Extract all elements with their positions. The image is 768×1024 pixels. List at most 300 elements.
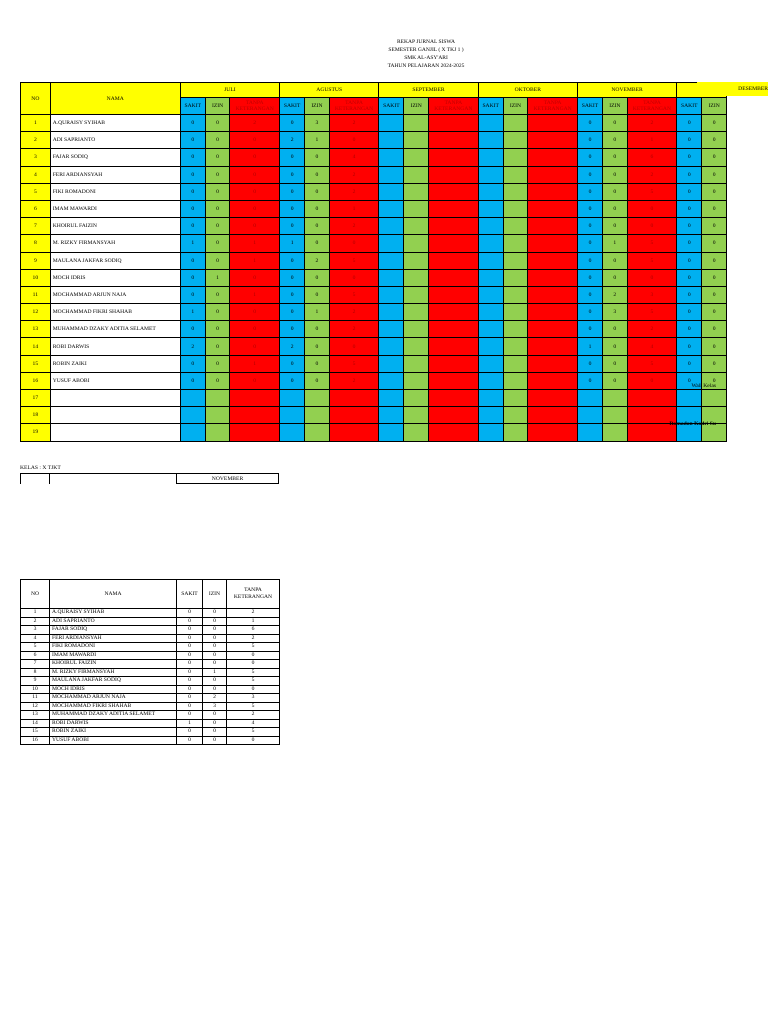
- tanpa-keterangan-cell: 0: [230, 149, 280, 166]
- summary-sakit: 0: [177, 711, 203, 720]
- sakit-cell: [379, 252, 404, 269]
- summary-row: [21, 609, 280, 618]
- tanpa-keterangan-cell: [528, 407, 578, 424]
- row-no: 19: [21, 424, 51, 441]
- summary-no: 4: [21, 634, 50, 643]
- izin-cell: [503, 252, 528, 269]
- izin-cell: [404, 218, 429, 235]
- summary-header-sakit: SAKIT: [177, 580, 203, 609]
- sakit-cell: [180, 407, 205, 424]
- tanpa-keterangan-cell: 0: [230, 166, 280, 183]
- summary-sakit: 1: [177, 719, 203, 728]
- izin-cell: [702, 390, 727, 407]
- tanpa-keterangan-cell: [230, 390, 280, 407]
- izin-header: IZIN: [404, 98, 429, 115]
- summary-header-izin: IZIN: [203, 580, 227, 609]
- sakit-cell: 1: [577, 338, 602, 355]
- sakit-cell: 0: [577, 372, 602, 389]
- izin-cell: 0: [603, 252, 628, 269]
- summary-izin: 0: [203, 643, 227, 652]
- izin-cell: [404, 235, 429, 252]
- summary-sakit: 0: [177, 660, 203, 669]
- sakit-cell: 0: [677, 132, 702, 149]
- tanpa-keterangan-cell: [329, 424, 379, 441]
- izin-cell: 0: [205, 355, 230, 372]
- tanpa-keterangan-cell: 4: [627, 338, 677, 355]
- summary-tanpa: 5: [227, 643, 280, 652]
- sakit-cell: 0: [677, 321, 702, 338]
- row-no: 16: [21, 372, 51, 389]
- table-row: [21, 218, 727, 235]
- summary-izin: 0: [203, 711, 227, 720]
- izin-cell: [205, 390, 230, 407]
- summary-no: 8: [21, 668, 50, 677]
- izin-cell: [503, 235, 528, 252]
- tanpa-keterangan-cell: [528, 355, 578, 372]
- summary-tanpa: 5: [227, 702, 280, 711]
- izin-cell: 0: [305, 372, 330, 389]
- tanpa-keterangan-cell: [528, 390, 578, 407]
- tanpa-keterangan-cell: 2: [329, 183, 379, 200]
- sakit-cell: 0: [577, 166, 602, 183]
- summary-header-tanpa: TANPA KETERANGAN: [227, 580, 280, 609]
- summary-header-no: NO: [21, 580, 50, 609]
- tanpa-keterangan-cell: 0: [230, 304, 280, 321]
- tanpa-keterangan-cell: [428, 321, 478, 338]
- sakit-cell: 0: [577, 218, 602, 235]
- sakit-cell: [478, 183, 503, 200]
- sakit-cell: 0: [677, 355, 702, 372]
- tanpa-keterangan-cell: 1: [627, 132, 677, 149]
- summary-row: [21, 626, 280, 635]
- tanpa-keterangan-cell: [528, 286, 578, 303]
- tanpa-keterangan-cell: [528, 235, 578, 252]
- izin-cell: [404, 321, 429, 338]
- summary-no: 3: [21, 626, 50, 635]
- izin-cell: [503, 149, 528, 166]
- izin-cell: [305, 424, 330, 441]
- table-row: [21, 355, 727, 372]
- table-row: [21, 338, 727, 355]
- sakit-cell: 0: [577, 286, 602, 303]
- row-no: 3: [21, 149, 51, 166]
- tanpa-keterangan-cell: 0: [627, 200, 677, 217]
- summary-name: IMAM MAWARDI: [50, 651, 177, 660]
- tanpa-keterangan-cell: 0: [329, 338, 379, 355]
- wali-kelas-label: Wali Kelas: [691, 383, 716, 389]
- izin-cell: [305, 407, 330, 424]
- sakit-cell: [280, 390, 305, 407]
- sakit-cell: [379, 390, 404, 407]
- tanpa-keterangan-cell: [528, 115, 578, 132]
- sakit-cell: 0: [577, 269, 602, 286]
- sakit-cell: [379, 166, 404, 183]
- sakit-header: SAKIT: [180, 98, 205, 115]
- izin-cell: [404, 149, 429, 166]
- sakit-cell: 0: [677, 200, 702, 217]
- izin-cell: [503, 424, 528, 441]
- sakit-cell: 0: [280, 252, 305, 269]
- sakit-cell: 0: [577, 115, 602, 132]
- summary-tanpa: 5: [227, 677, 280, 686]
- row-no: 15: [21, 355, 51, 372]
- header-line-4: TAHUN PELAJARAN 2024-2025: [387, 63, 465, 69]
- sakit-cell: 0: [677, 166, 702, 183]
- summary-row: [21, 677, 280, 686]
- sakit-cell: 0: [180, 183, 205, 200]
- sakit-cell: [379, 132, 404, 149]
- table-row: [21, 115, 727, 132]
- izin-cell: 0: [702, 166, 727, 183]
- tanpa-keterangan-cell: [528, 132, 578, 149]
- student-name: MOCH IDRIS: [50, 269, 180, 286]
- summary-no: 7: [21, 660, 50, 669]
- summary-name: YUSUF ABOBI: [50, 736, 177, 745]
- izin-cell: 0: [702, 235, 727, 252]
- tanpa-keterangan-cell: 0: [329, 132, 379, 149]
- izin-cell: 0: [603, 338, 628, 355]
- summary-izin: 0: [203, 626, 227, 635]
- summary-izin: 0: [203, 677, 227, 686]
- table-row: [21, 321, 727, 338]
- student-name: MAULANA JAKFAR SODIQ: [50, 252, 180, 269]
- sakit-cell: 0: [280, 372, 305, 389]
- row-no: 7: [21, 218, 51, 235]
- sakit-cell: 0: [180, 269, 205, 286]
- izin-cell: 0: [205, 321, 230, 338]
- izin-cell: 0: [603, 149, 628, 166]
- izin-cell: 0: [205, 149, 230, 166]
- izin-cell: 0: [205, 183, 230, 200]
- attendance-table: [20, 82, 727, 442]
- tanpa-keterangan-cell: [528, 269, 578, 286]
- summary-tanpa: 0: [227, 660, 280, 669]
- student-name: YUSUF ABOBI: [50, 372, 180, 389]
- izin-cell: 0: [603, 372, 628, 389]
- summary-izin: 0: [203, 617, 227, 626]
- student-name: [50, 390, 180, 407]
- sakit-cell: [577, 424, 602, 441]
- summary-sakit: 0: [177, 728, 203, 737]
- izin-cell: [503, 218, 528, 235]
- row-no: 5: [21, 183, 51, 200]
- sakit-cell: [478, 269, 503, 286]
- tanpa-keterangan-cell: [428, 424, 478, 441]
- sakit-cell: 0: [577, 132, 602, 149]
- row-no: 10: [21, 269, 51, 286]
- table-row: [21, 390, 727, 407]
- summary-no: 16: [21, 736, 50, 745]
- summary-sakit: 0: [177, 643, 203, 652]
- izin-cell: 0: [305, 149, 330, 166]
- izin-cell: 0: [205, 218, 230, 235]
- tanpa-keterangan-cell: [528, 200, 578, 217]
- izin-header: IZIN: [305, 98, 330, 115]
- sakit-cell: [478, 235, 503, 252]
- izin-cell: [205, 407, 230, 424]
- wali-kelas-name: Romadon Kodri Su: [669, 421, 716, 427]
- sakit-cell: 0: [577, 321, 602, 338]
- table-row: [21, 286, 727, 303]
- tanpa-keterangan-cell: 0: [627, 218, 677, 235]
- summary-row: [21, 617, 280, 626]
- izin-cell: 0: [205, 286, 230, 303]
- summary-tanpa: 4: [227, 719, 280, 728]
- summary-name: M. RIZKY FIRMANSYAH: [50, 668, 177, 677]
- summary-izin: 0: [203, 736, 227, 745]
- summary-sakit: 0: [177, 702, 203, 711]
- summary-row: [21, 694, 280, 703]
- tanpa-keterangan-cell: [428, 286, 478, 303]
- sakit-header: SAKIT: [379, 98, 404, 115]
- sakit-cell: 2: [180, 338, 205, 355]
- row-no: 2: [21, 132, 51, 149]
- sakit-cell: 0: [180, 132, 205, 149]
- tanpa-keterangan-cell: [528, 166, 578, 183]
- tanpa-keterangan-cell: 5: [627, 252, 677, 269]
- sakit-cell: [379, 372, 404, 389]
- sakit-header: SAKIT: [478, 98, 503, 115]
- tanpa-keterangan-cell: 5: [329, 286, 379, 303]
- summary-row: [21, 634, 280, 643]
- tanpa-keterangan-cell: [428, 338, 478, 355]
- summary-name: MUHAMMAD DZAKY ADITIA SELAMET: [50, 711, 177, 720]
- sakit-cell: 2: [280, 132, 305, 149]
- sakit-cell: [478, 149, 503, 166]
- tanpa-keterangan-cell: 0: [230, 218, 280, 235]
- izin-cell: 0: [305, 286, 330, 303]
- izin-cell: 0: [702, 200, 727, 217]
- summary-name: ROBI DARWIS: [50, 719, 177, 728]
- month-strip: [20, 473, 279, 484]
- izin-cell: 0: [702, 338, 727, 355]
- izin-cell: 0: [305, 269, 330, 286]
- tanpa-keterangan-cell: 1: [230, 235, 280, 252]
- sakit-cell: 0: [577, 149, 602, 166]
- izin-cell: [205, 424, 230, 441]
- student-name: ADI SAPRIANTO: [50, 132, 180, 149]
- izin-cell: [503, 372, 528, 389]
- izin-cell: 3: [603, 304, 628, 321]
- izin-cell: [404, 183, 429, 200]
- summary-no: 12: [21, 702, 50, 711]
- sakit-cell: 1: [280, 235, 305, 252]
- table-row: [21, 407, 727, 424]
- izin-cell: 0: [305, 218, 330, 235]
- summary-row: [21, 660, 280, 669]
- summary-row: [21, 685, 280, 694]
- summary-izin: 0: [203, 719, 227, 728]
- izin-cell: 0: [603, 269, 628, 286]
- izin-cell: 0: [305, 355, 330, 372]
- summary-name: FAJAR SODIQ: [50, 626, 177, 635]
- strip-cell-no: [21, 474, 50, 484]
- tanpa-keterangan-cell: [329, 407, 379, 424]
- izin-cell: 0: [702, 304, 727, 321]
- izin-cell: 0: [305, 338, 330, 355]
- sakit-cell: 0: [577, 183, 602, 200]
- tanpa-keterangan-cell: 0: [627, 269, 677, 286]
- summary-tanpa: 2: [227, 711, 280, 720]
- sakit-cell: [478, 218, 503, 235]
- sakit-cell: 0: [577, 200, 602, 217]
- sakit-header: SAKIT: [280, 98, 305, 115]
- student-name: M. RIZKY FIRMANSYAH: [50, 235, 180, 252]
- summary-name: A.QURAISY SYIHAB: [50, 609, 177, 618]
- summary-tanpa: 5: [227, 728, 280, 737]
- month-header: NOVEMBER: [577, 83, 676, 98]
- sakit-cell: [478, 252, 503, 269]
- izin-cell: [404, 115, 429, 132]
- summary-row: [21, 643, 280, 652]
- summary-table: [20, 579, 280, 745]
- tanpa-keterangan-cell: 5: [627, 355, 677, 372]
- sakit-cell: [379, 235, 404, 252]
- summary-izin: 0: [203, 651, 227, 660]
- izin-cell: [603, 407, 628, 424]
- tanpa-keterangan-cell: 0: [230, 269, 280, 286]
- tanpa-keterangan-cell: [428, 252, 478, 269]
- sakit-cell: [577, 407, 602, 424]
- tanpa-keterangan-cell: [528, 218, 578, 235]
- izin-cell: 0: [702, 269, 727, 286]
- tanpa-keterangan-cell: 0: [627, 372, 677, 389]
- tanpa-keterangan-cell: 2: [329, 166, 379, 183]
- sakit-cell: 0: [677, 115, 702, 132]
- izin-cell: 1: [603, 235, 628, 252]
- summary-row: [21, 711, 280, 720]
- tanpa-keterangan-header: TANPA KETERANGAN: [627, 98, 677, 115]
- sakit-cell: 0: [677, 183, 702, 200]
- summary-row: [21, 719, 280, 728]
- summary-sakit: 0: [177, 609, 203, 618]
- izin-cell: 0: [305, 183, 330, 200]
- sakit-cell: [280, 407, 305, 424]
- table-row: [21, 149, 727, 166]
- izin-cell: [503, 304, 528, 321]
- summary-row: [21, 702, 280, 711]
- tanpa-keterangan-cell: 0: [230, 321, 280, 338]
- izin-cell: 0: [205, 304, 230, 321]
- summary-name: FERI ARDIANSYAH: [50, 634, 177, 643]
- izin-cell: 0: [603, 183, 628, 200]
- tanpa-keterangan-cell: [627, 390, 677, 407]
- sakit-cell: [379, 338, 404, 355]
- header-nama: NAMA: [50, 83, 180, 115]
- row-no: 13: [21, 321, 51, 338]
- sakit-cell: 0: [577, 235, 602, 252]
- summary-row: [21, 736, 280, 745]
- izin-cell: [503, 115, 528, 132]
- sakit-cell: [280, 424, 305, 441]
- izin-cell: [503, 200, 528, 217]
- sakit-cell: 0: [180, 115, 205, 132]
- tanpa-keterangan-cell: [528, 149, 578, 166]
- izin-cell: [404, 390, 429, 407]
- month-header: SEPTEMBER: [379, 83, 478, 98]
- tanpa-keterangan-cell: 0: [230, 338, 280, 355]
- tanpa-keterangan-cell: 0: [329, 235, 379, 252]
- tanpa-keterangan-cell: [528, 321, 578, 338]
- table-row: [21, 252, 727, 269]
- izin-cell: 2: [305, 252, 330, 269]
- summary-izin: 0: [203, 685, 227, 694]
- tanpa-keterangan-cell: 2: [627, 321, 677, 338]
- sakit-cell: 0: [677, 269, 702, 286]
- tanpa-keterangan-cell: [428, 200, 478, 217]
- izin-cell: 0: [205, 166, 230, 183]
- tanpa-keterangan-cell: [428, 149, 478, 166]
- summary-no: 11: [21, 694, 50, 703]
- tanpa-keterangan-cell: [528, 252, 578, 269]
- tanpa-keterangan-cell: 2: [627, 115, 677, 132]
- row-no: 14: [21, 338, 51, 355]
- table-row: [21, 132, 727, 149]
- tanpa-keterangan-cell: 5: [329, 252, 379, 269]
- row-no: 11: [21, 286, 51, 303]
- sakit-cell: 0: [280, 304, 305, 321]
- izin-cell: [305, 390, 330, 407]
- sakit-cell: [180, 424, 205, 441]
- tanpa-keterangan-cell: [528, 183, 578, 200]
- sakit-cell: 0: [577, 304, 602, 321]
- summary-name: MOCHAMMAD FIKRI SHAHAB: [50, 702, 177, 711]
- tanpa-keterangan-cell: 1: [230, 286, 280, 303]
- sakit-cell: [478, 200, 503, 217]
- tanpa-keterangan-cell: 2: [329, 321, 379, 338]
- sakit-cell: [379, 304, 404, 321]
- tanpa-keterangan-cell: 2: [230, 115, 280, 132]
- izin-cell: 3: [305, 115, 330, 132]
- izin-cell: 0: [603, 115, 628, 132]
- sakit-cell: [379, 269, 404, 286]
- student-name: KHOIRUL FAIZIN: [50, 218, 180, 235]
- sakit-cell: [379, 424, 404, 441]
- summary-sakit: 0: [177, 677, 203, 686]
- tanpa-keterangan-cell: 5: [627, 183, 677, 200]
- tanpa-keterangan-header: TANPA KETERANGAN: [329, 98, 379, 115]
- izin-cell: [503, 183, 528, 200]
- sakit-cell: 0: [280, 115, 305, 132]
- table-row: [21, 304, 727, 321]
- izin-cell: 0: [305, 200, 330, 217]
- sakit-cell: [379, 407, 404, 424]
- izin-cell: 0: [205, 200, 230, 217]
- summary-name: MOCH IDRIS: [50, 685, 177, 694]
- strip-cell-name: [50, 474, 177, 484]
- tanpa-keterangan-cell: 0: [230, 200, 280, 217]
- izin-cell: 0: [702, 132, 727, 149]
- izin-cell: 2: [603, 286, 628, 303]
- sakit-cell: 0: [180, 200, 205, 217]
- student-name: MUHAMMAD DZAKY ADITIA SELAMET: [50, 321, 180, 338]
- tanpa-keterangan-cell: 5: [329, 355, 379, 372]
- sakit-cell: 0: [180, 166, 205, 183]
- izin-cell: 0: [305, 321, 330, 338]
- sakit-cell: 0: [280, 218, 305, 235]
- sakit-cell: [379, 321, 404, 338]
- izin-cell: 0: [603, 355, 628, 372]
- tanpa-keterangan-cell: [528, 338, 578, 355]
- izin-cell: 0: [305, 166, 330, 183]
- tanpa-keterangan-cell: 1: [230, 252, 280, 269]
- header-line-1: REKAP JURNAL SISWA: [397, 39, 455, 45]
- tanpa-keterangan-cell: [428, 390, 478, 407]
- tanpa-keterangan-cell: [329, 390, 379, 407]
- sakit-cell: 0: [180, 321, 205, 338]
- month-header: AGUSTUS: [280, 83, 379, 98]
- sakit-cell: [478, 286, 503, 303]
